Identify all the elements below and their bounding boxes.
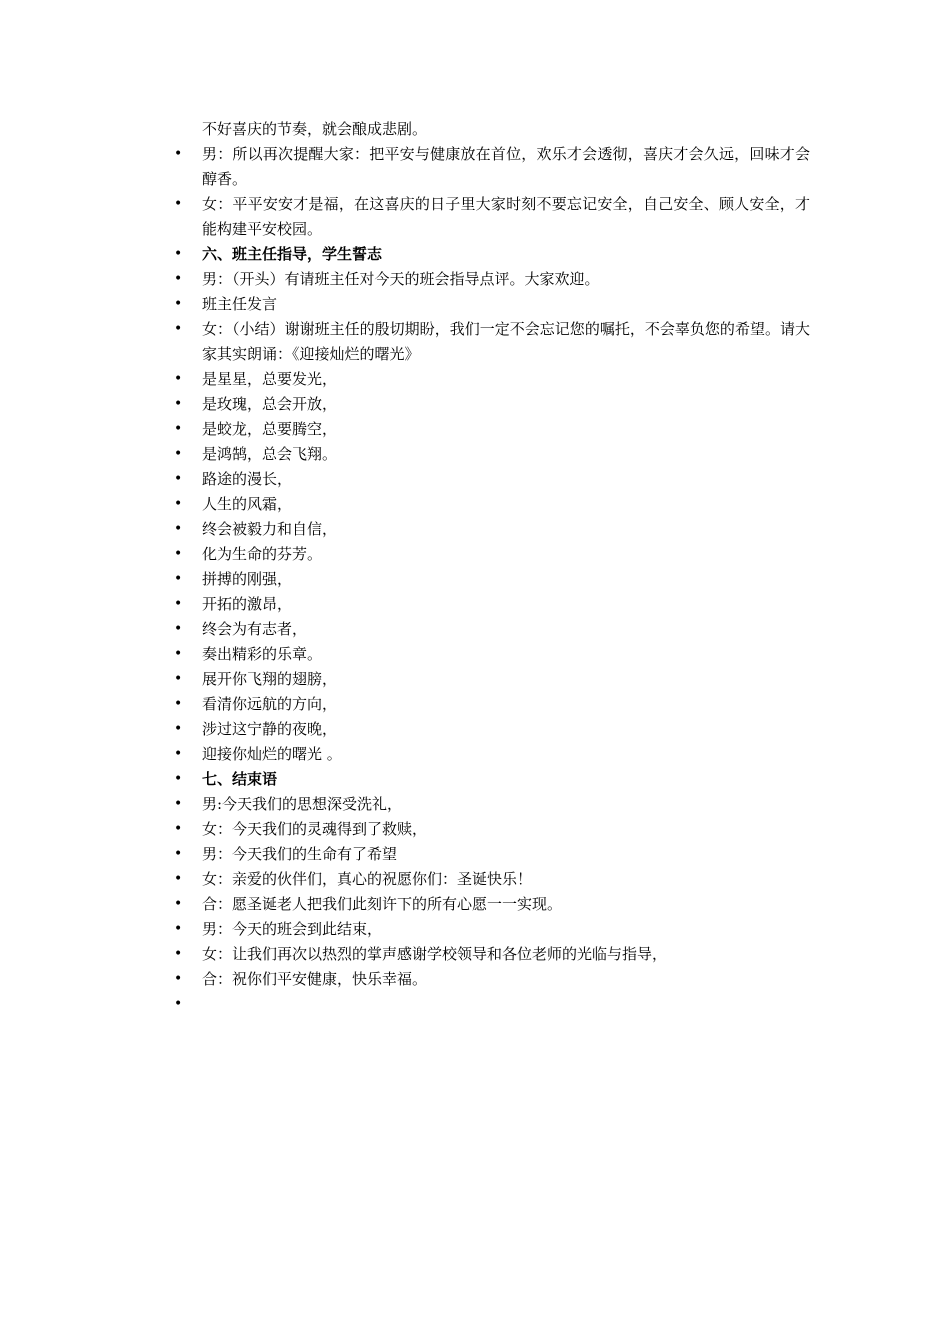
list-item [0, 867, 810, 892]
bullet-icon: • [174, 571, 183, 587]
list-item [0, 317, 810, 367]
list-item [0, 842, 810, 867]
bullet-list [0, 142, 950, 1017]
bullet-icon: • [174, 746, 183, 762]
list-item [0, 467, 810, 492]
list-item [0, 667, 810, 692]
list-item [0, 367, 810, 392]
list-item-text: 是蛟龙，总要腾空， [202, 420, 338, 438]
list-item [0, 917, 810, 942]
list-item-text: 女：平平安安才是福，在这喜庆的日子里大家时刻不要忘记安全，自己安全、顾人安全，才能构建平安校园。 [202, 195, 810, 238]
bullet-icon: • [174, 146, 183, 162]
bullet-icon: • [174, 521, 183, 537]
bullet-icon: • [174, 421, 183, 437]
bullet-icon: • [174, 671, 183, 687]
bullet-icon: • [174, 271, 183, 287]
list-item [0, 292, 810, 317]
continuation-paragraph: 不好喜庆的节奏，就会酿成悲剧。 [202, 120, 428, 138]
bullet-icon: • [174, 821, 183, 837]
list-item-text: 男：今天我们的生命有了希望 [202, 845, 398, 863]
bullet-icon: • [174, 471, 183, 487]
list-item-text: 奏出精彩的乐章。 [202, 645, 323, 663]
bullet-icon: • [174, 946, 183, 962]
bullet-icon: • [174, 871, 183, 887]
section-heading-text: 六、班主任指导，学生誓志 [202, 245, 383, 263]
list-item-text: 男：今天的班会到此结束， [202, 920, 383, 938]
bullet-icon: • [174, 546, 183, 562]
list-item-text: 是鸿鹄，总会飞翔。 [202, 445, 338, 463]
bullet-icon: • [174, 371, 183, 387]
section-heading-item [0, 767, 810, 792]
bullet-icon: • [174, 696, 183, 712]
list-item-text: 女：今天我们的灵魂得到了救赎， [202, 820, 428, 838]
bullet-icon: • [174, 596, 183, 612]
list-item [0, 192, 810, 242]
list-item-text: 女：亲爱的伙伴们，真心的祝愿你们：圣诞快乐！ [202, 870, 533, 888]
bullet-icon: • [174, 996, 183, 1012]
list-item [0, 792, 810, 817]
list-item-text: 终会被毅力和自信， [202, 520, 338, 538]
list-item-text: 女：（小结）谢谢班主任的殷切期盼，我们一定不会忘记您的嘱托，不会辜负您的希望。请大家其实朗诵：《迎接灿烂的曙光》 [202, 320, 810, 363]
list-item-text: 展开你飞翔的翅膀， [202, 670, 338, 688]
bullet-icon: • [174, 771, 183, 787]
list-item-text: 人生的风霜， [202, 495, 293, 513]
bullet-icon: • [174, 396, 183, 412]
list-item [0, 417, 810, 442]
bullet-icon: • [174, 721, 183, 737]
bullet-icon: • [174, 196, 183, 212]
list-item-text: 合：祝你们平安健康，快乐幸福。 [202, 970, 428, 988]
list-item-text: 班主任发言 [202, 295, 278, 313]
bullet-icon: • [174, 446, 183, 462]
list-item-text: 化为生命的芬芳。 [202, 545, 323, 563]
bullet-icon: • [174, 646, 183, 662]
bullet-icon: • [174, 496, 183, 512]
list-item [0, 542, 810, 567]
list-item-text: 开拓的激昂， [202, 595, 293, 613]
list-item-text: 男:今天我们的思想深受洗礼， [202, 795, 403, 813]
list-item-text: 迎接你灿烂的曙光 。 [202, 745, 342, 763]
list-item [0, 967, 810, 992]
list-item [0, 592, 810, 617]
list-item [0, 692, 810, 717]
list-item-text: 男：所以再次提醒大家：把平安与健康放在首位，欢乐才会透彻，喜庆才会久远，回味才会醇香。 [202, 145, 810, 188]
list-item [0, 617, 810, 642]
bullet-icon: • [174, 796, 183, 812]
list-item-text: 拼搏的刚强， [202, 570, 293, 588]
bullet-icon: • [174, 246, 183, 262]
bullet-icon: • [174, 621, 183, 637]
list-item-text: 终会为有志者， [202, 620, 308, 638]
bullet-icon: • [174, 846, 183, 862]
section-heading-text: 七、结束语 [202, 770, 278, 788]
list-item-text: 是星星，总要发光， [202, 370, 338, 388]
list-item [0, 392, 810, 417]
bullet-icon: • [174, 971, 183, 987]
list-item [0, 442, 810, 467]
list-item-text: 路途的漫长， [202, 470, 293, 488]
list-item [0, 892, 810, 917]
section-heading-item [0, 242, 810, 267]
bullet-icon: • [174, 896, 183, 912]
bullet-icon: • [174, 296, 183, 312]
list-item-text: 女：让我们再次以热烈的掌声感谢学校领导和各位老师的光临与指导， [202, 945, 668, 963]
list-item [0, 717, 810, 742]
bullet-icon: • [174, 921, 183, 937]
list-item [0, 817, 810, 842]
list-item-text: 合：愿圣诞老人把我们此刻许下的所有心愿一一实现。 [202, 895, 563, 913]
list-item-text: 看清你远航的方向， [202, 695, 338, 713]
list-item-text: 是玫瑰，总会开放， [202, 395, 338, 413]
list-item-text: 涉过这宁静的夜晚， [202, 720, 338, 738]
list-item [0, 992, 810, 1017]
list-item [0, 742, 810, 767]
bullet-icon: • [174, 321, 183, 337]
list-item [0, 642, 810, 667]
list-item [0, 942, 810, 967]
list-item [0, 517, 810, 542]
list-item [0, 567, 810, 592]
list-item [0, 142, 810, 192]
list-item [0, 492, 810, 517]
list-item [0, 267, 810, 292]
list-item-text: 男：（开头）有请班主任对今天的班会指导点评。大家欢迎。 [202, 270, 600, 288]
